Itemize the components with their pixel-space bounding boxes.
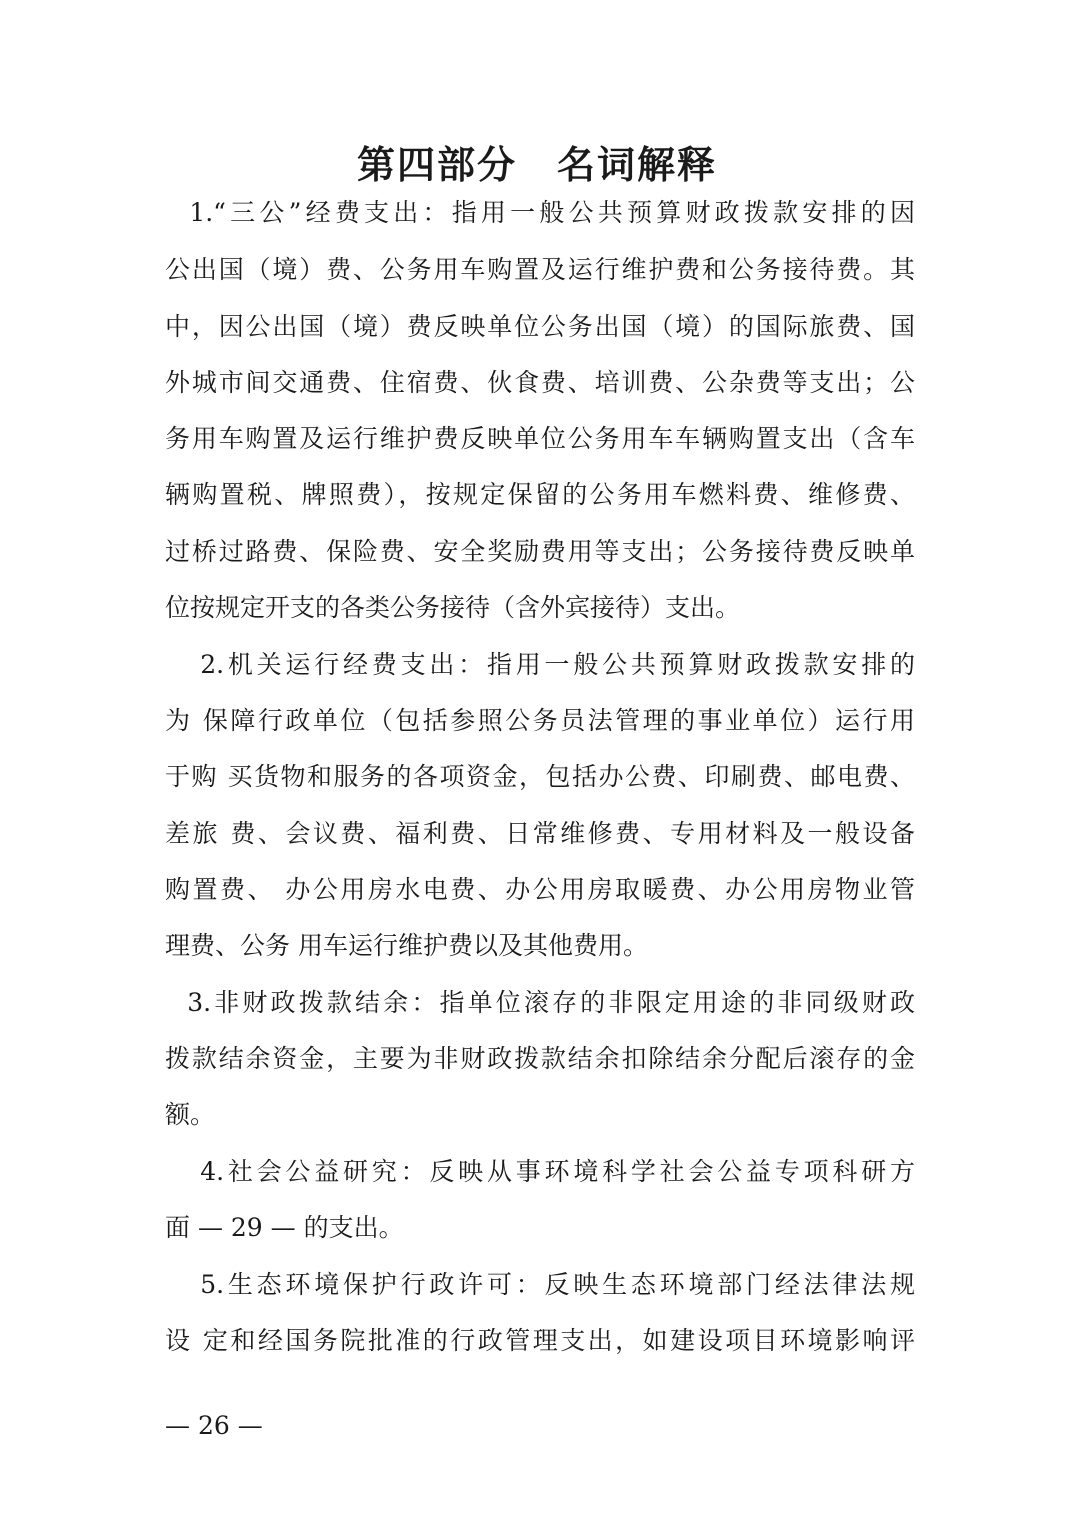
text-line: 设 定和经国务院批准的行政管理支出，如建设项目环境影响评 <box>165 1326 915 1355</box>
text-line: 额。 <box>165 1100 216 1129</box>
text-line: 外城市间交通费、住宿费、伙食费、培训费、公杂费等支出；公 <box>165 368 915 397</box>
text-line: 3.非财政拨款结余：指单位滚存的非限定用途的非同级财政 <box>165 988 915 1017</box>
text-line: 购置费、 办公用房水电费、办公用房取暖费、办公用房物业管 <box>165 875 915 904</box>
text-line: 中，因公出国（境）费反映单位公务出国（境）的国际旅费、国 <box>165 312 915 341</box>
text-line: 过桥过路费、保险费、安全奖励费用等支出；公务接待费反映单 <box>165 537 915 566</box>
text-line: 差旅 费、会议费、福利费、日常维修费、专用材料及一般设备 <box>165 819 915 848</box>
text-line: 为 保障行政单位（包括参照公务员法管理的事业单位）运行用 <box>165 706 915 735</box>
text-line: 务用车购置及运行维护费反映单位公务用车车辆购置支出（含车 <box>165 424 915 453</box>
text-line: 辆购置税、牌照费），按规定保留的公务用车燃料费、维修费、 <box>165 480 915 509</box>
text-line: 4.社会公益研究：反映从事环境科学社会公益专项科研方 <box>165 1157 915 1186</box>
text-line: 2.机关运行经费支出：指用一般公共预算财政拨款安排的 <box>165 650 915 679</box>
text-line: 1.“三公”经费支出：指用一般公共预算财政拨款安排的因 <box>165 198 915 227</box>
text-line: 面 — 29 — 的支出。 <box>165 1213 404 1242</box>
text-line: 于购 买货物和服务的各项资金，包括办公费、印刷费、邮电费、 <box>165 762 915 791</box>
page-number: — 26 — <box>165 1411 263 1440</box>
text-line: 拨款结余资金，主要为非财政拨款结余扣除结余分配后滚存的金 <box>165 1044 915 1073</box>
page-title: 第四部分 名词解释 <box>356 143 717 187</box>
text-line: 理费、公务 用车运行维护费以及其他费用。 <box>165 931 648 960</box>
text-line: 公出国（境）费、公务用车购置及运行维护费和公务接待费。其 <box>165 255 915 284</box>
text-line: 5.生态环境保护行政许可：反映生态环境部门经法律法规 <box>165 1270 915 1299</box>
text-line: 位按规定开支的各类公务接待（含外宾接待）支出。 <box>165 593 741 622</box>
